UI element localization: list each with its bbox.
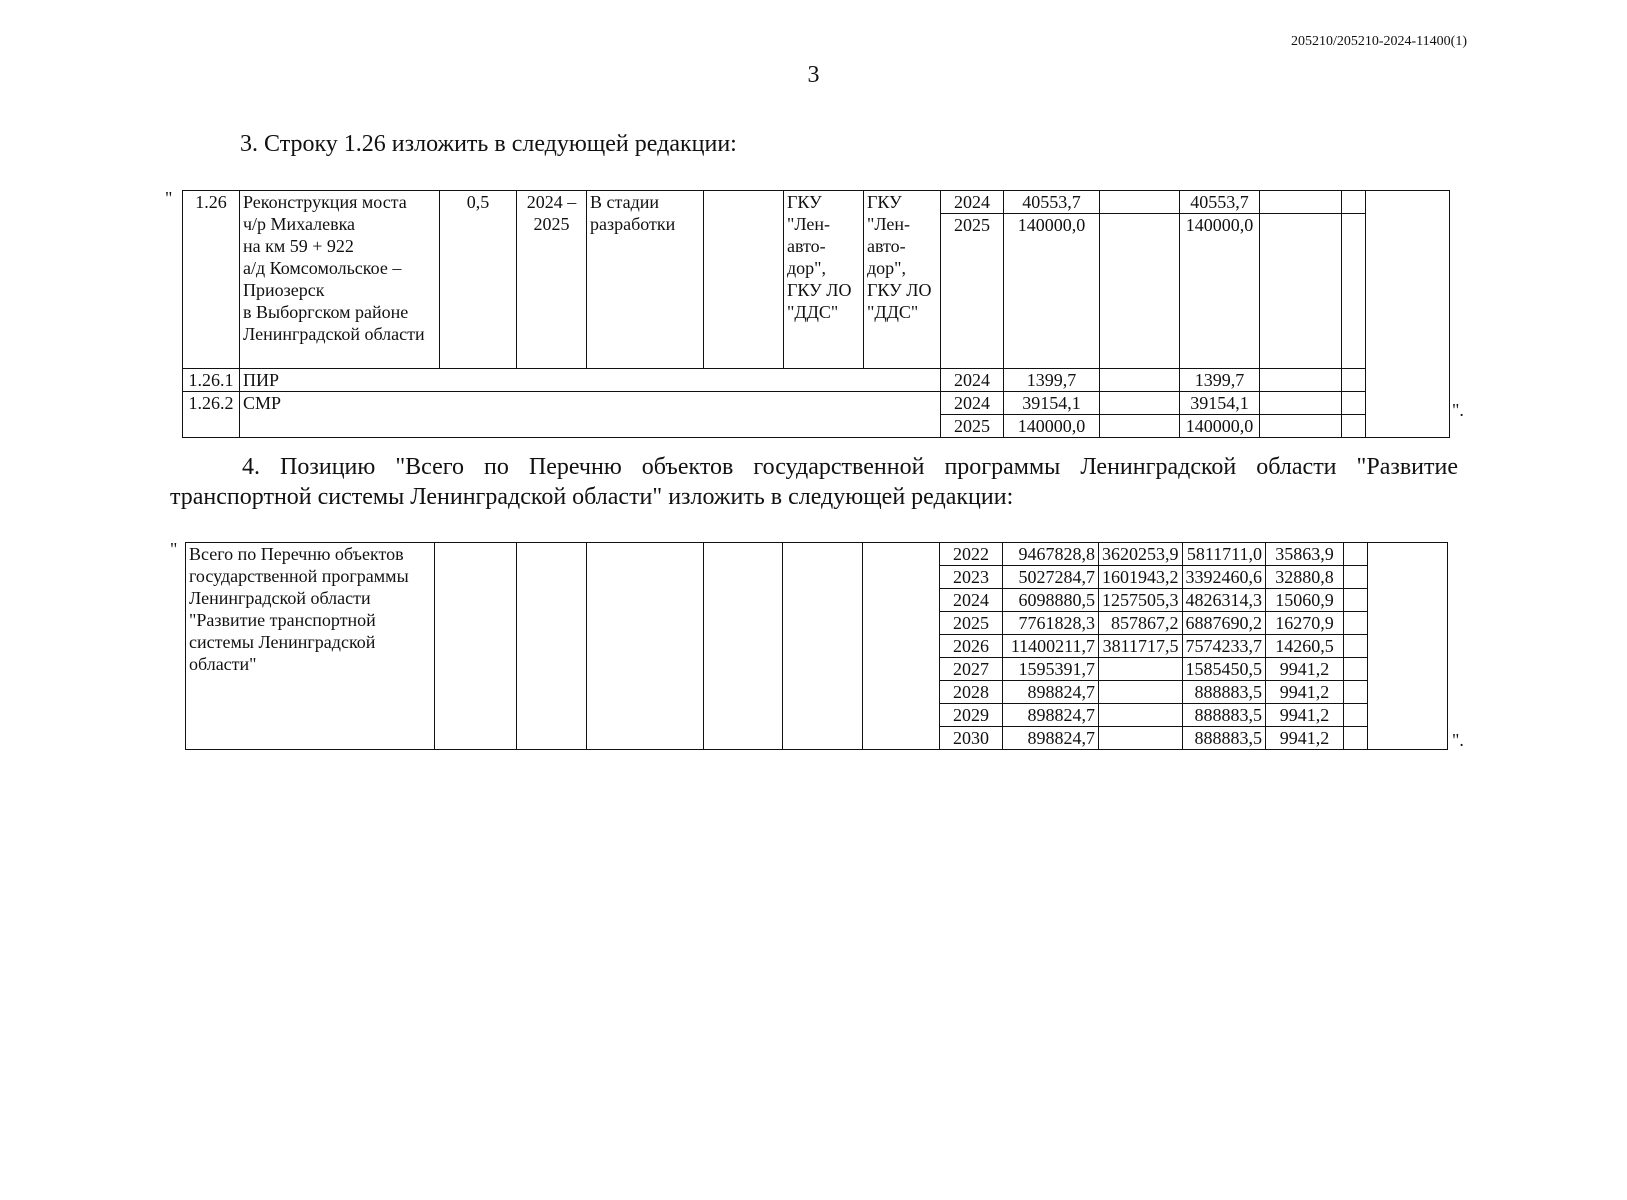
year-cell: 2029 [940,704,1003,727]
regional-cell: 3392460,6 [1182,566,1266,589]
regional-cell: 140000,0 [1180,415,1260,438]
empty-cell [704,543,783,750]
object-executor: ГКУ "Лен- авто- дор", ГКУ ЛО "ДДС" [864,191,941,369]
total-label: Всего по Перечню объектов государственной программы Ленинградской области "Развитие транспортной системы Ленинградской области" [186,543,435,750]
federal-cell [1100,369,1180,392]
total-cell: 898824,7 [1003,704,1099,727]
year-cell: 2028 [940,681,1003,704]
regional-cell: 6887690,2 [1182,612,1266,635]
federal-cell [1099,704,1183,727]
local-cell: 35863,9 [1266,543,1344,566]
regional-cell: 140000,0 [1180,214,1260,369]
federal-cell: 857867,2 [1099,612,1183,635]
regional-cell: 5811711,0 [1182,543,1266,566]
other-cell [1342,214,1366,369]
table-total [185,542,1448,750]
other-cell [1344,681,1368,704]
year-cell: 2030 [940,727,1003,750]
empty-cell [587,543,704,750]
sub-row-number: 1.26.1 [183,369,240,392]
year-cell: 2025 [941,214,1004,369]
total-cell: 1399,7 [1004,369,1100,392]
local-cell: 9941,2 [1266,658,1344,681]
paragraph-3: 3. Строку 1.26 изложить в следующей редакции: [240,131,737,157]
notes-cell [1368,543,1448,750]
year-cell: 2024 [941,369,1004,392]
federal-cell [1099,658,1183,681]
regional-cell: 888883,5 [1182,727,1266,750]
federal-cell: 1601943,2 [1099,566,1183,589]
other-cell [1342,415,1366,438]
year-cell: 2025 [940,612,1003,635]
total-cell: 9467828,8 [1003,543,1099,566]
other-cell [1344,704,1368,727]
object-period: 2024 – 2025 [517,191,587,369]
total-cell: 6098880,5 [1003,589,1099,612]
year-cell: 2027 [940,658,1003,681]
other-cell [1342,392,1366,415]
federal-cell [1100,415,1180,438]
empty-cell [435,543,517,750]
empty-cell [517,543,587,750]
total-cell: 11400211,7 [1003,635,1099,658]
other-cell [1344,635,1368,658]
page-number: 3 [807,62,820,88]
regional-cell: 39154,1 [1180,392,1260,415]
year-cell: 2022 [940,543,1003,566]
total-cell: 39154,1 [1004,392,1100,415]
total-cell: 898824,7 [1003,727,1099,750]
other-cell [1344,612,1368,635]
year-cell: 2023 [940,566,1003,589]
paragraph-4: 4. Позицию "Всего по Перечню объектов государственной программы Ленинградской области "Развитие транспортной системы Ленинградской области" изложить в следующей редакции: [170,454,1458,510]
federal-cell [1100,214,1180,369]
sub-row-label: ПИР [240,369,941,392]
other-cell [1342,369,1366,392]
notes-cell [1366,191,1450,438]
local-cell: 9941,2 [1266,727,1344,750]
local-cell: 9941,2 [1266,704,1344,727]
total-cell: 898824,7 [1003,681,1099,704]
regional-cell: 1399,7 [1180,369,1260,392]
other-cell [1344,658,1368,681]
federal-cell: 1257505,3 [1099,589,1183,612]
year-cell: 2024 [941,191,1004,214]
regional-cell: 888883,5 [1182,681,1266,704]
local-cell: 32880,8 [1266,566,1344,589]
local-cell [1260,392,1342,415]
total-cell: 40553,7 [1004,191,1100,214]
federal-cell: 3620253,9 [1099,543,1183,566]
local-cell [1260,369,1342,392]
total-cell: 7761828,3 [1003,612,1099,635]
regional-cell: 1585450,5 [1182,658,1266,681]
table-row-1-26 [182,190,1450,438]
object-customer: ГКУ "Лен- авто- дор", ГКУ ЛО "ДДС" [784,191,864,369]
other-cell [1342,191,1366,214]
local-cell: 9941,2 [1266,681,1344,704]
regional-cell: 4826314,3 [1182,589,1266,612]
federal-cell [1099,681,1183,704]
local-cell [1260,214,1342,369]
close-quote: ". [1452,730,1464,750]
other-cell [1344,543,1368,566]
object-name: Реконструкция моста ч/р Михалевка на км 59 + 922 а/д Комсомольское – Приозерск в Выборгском районе Ленинградской области [240,191,440,369]
federal-cell: 3811717,5 [1099,635,1183,658]
empty-cell [704,191,784,369]
total-cell: 5027284,7 [1003,566,1099,589]
year-cell: 2024 [940,589,1003,612]
object-length: 0,5 [440,191,517,369]
local-cell: 15060,9 [1266,589,1344,612]
local-cell [1260,191,1342,214]
total-cell: 1595391,7 [1003,658,1099,681]
open-quote: " [170,539,178,559]
total-cell: 140000,0 [1004,214,1100,369]
local-cell: 16270,9 [1266,612,1344,635]
close-quote: ". [1452,400,1464,420]
federal-cell [1100,392,1180,415]
empty-cell [863,543,940,750]
total-cell: 140000,0 [1004,415,1100,438]
other-cell [1344,566,1368,589]
other-cell [1344,727,1368,750]
federal-cell [1099,727,1183,750]
regional-cell: 40553,7 [1180,191,1260,214]
sub-row-label: СМР [240,392,941,438]
local-cell [1260,415,1342,438]
object-stage: В стадии разработки [587,191,704,369]
local-cell: 14260,5 [1266,635,1344,658]
federal-cell [1100,191,1180,214]
regional-cell: 7574233,7 [1182,635,1266,658]
open-quote: " [165,188,173,208]
year-cell: 2026 [940,635,1003,658]
year-cell: 2025 [941,415,1004,438]
regional-cell: 888883,5 [1182,704,1266,727]
row-number: 1.26 [183,191,240,369]
sub-row-number: 1.26.2 [183,392,240,438]
year-cell: 2024 [941,392,1004,415]
other-cell [1344,589,1368,612]
empty-cell [783,543,863,750]
document-id: 205210/205210-2024-11400(1) [1290,34,1467,49]
